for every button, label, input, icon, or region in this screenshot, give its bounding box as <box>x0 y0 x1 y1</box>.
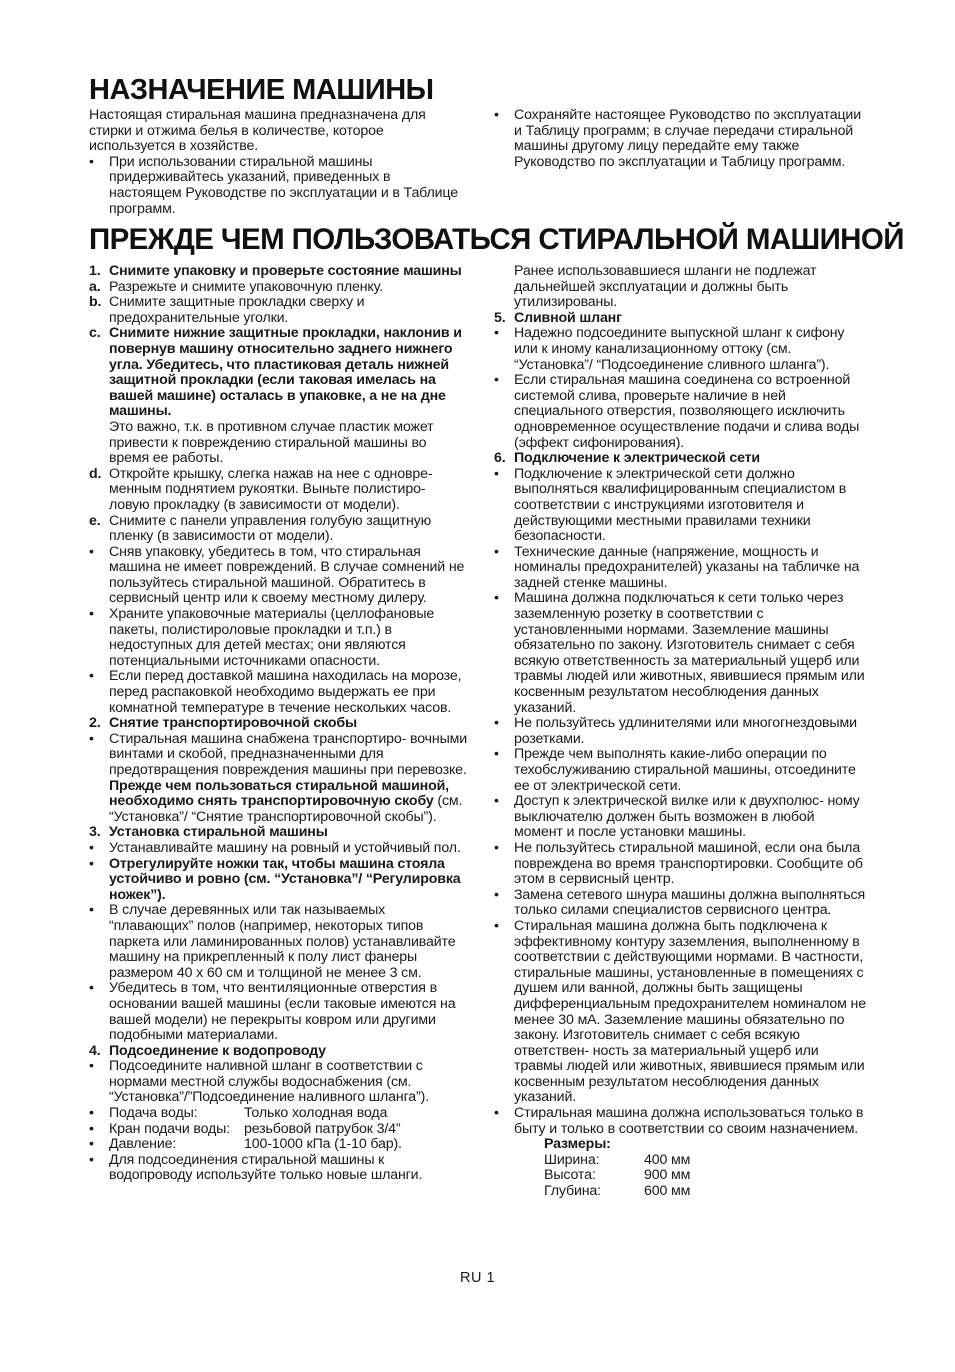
bullet: • <box>494 590 499 607</box>
purpose-right-column <box>494 108 869 170</box>
bullet: • <box>494 543 499 560</box>
list-item: e. Снимите с панели управления голубую защитную пленку (в зависимости от модели). <box>89 512 432 545</box>
list-item: • В случае деревянных или так называемых “плавающих” полов (например, некоторых типов паркета или ламинированных полов) устанавливайте машину на прикрепленный к полу лист фанеры размером 40 x 60 см и толщиной не менее 3 см. <box>89 902 456 981</box>
step-heading: 6. Подключение к электрической сети <box>494 450 761 467</box>
list-item: • Подключение к электрической сети должно выполняться квалифицированным специалистом в соответствии с инструкциями изготовителя и действующими местными правилами техники безопасности. <box>494 465 847 545</box>
list-item: c. Снимите нижние защитные прокладки, наклонив и повернув машину относительно заднего нижнего угла. Убедитесь, что пластиковая деталь нижней защитной прокладки (если таковая имелась на вашей машине) осталась в упаковке, а не на дне машины. Это важно, т.к. в противном случае пластик может привести к повреждению стиральной машины во время ее работы. <box>89 325 462 467</box>
spec-row: • Подача воды: Только холодная вода <box>89 1105 388 1122</box>
list-item: • Убедитесь в том, что вентиляционные отверстия в основании вашей машины (если таковые имеются на вашей модели) не перекрыты ковром или другими подобными материалами. <box>89 980 456 1044</box>
step-heading: 2. Снятие транспортировочной скобы <box>89 715 357 732</box>
before-use-left-column <box>89 264 469 1184</box>
step-heading: 5. Сливной шланг <box>494 309 622 326</box>
list-item: • Подсоедините наливной шланг в соответствии с нормами местной службы водоснабжения (см. “Установка”/”Подсоединение наливного шланга”). <box>89 1058 429 1106</box>
section-title-purpose: НАЗНАЧЕНИЕ МАШИНЫ <box>89 74 434 106</box>
bullet: • <box>494 372 499 389</box>
step-heading: 4. Подсоединение к водопроводу <box>89 1042 326 1059</box>
dimensions-block <box>494 1137 866 1199</box>
list-item: • Если стиральная машина соединена со встроенной системой слива, проверьте наличие в ней специального отверстия, позволяющего исключить одновременное осуществление подачи и слива воды (эффект сифонирования). <box>494 372 860 451</box>
page-number: RU 1 <box>460 1270 496 1286</box>
bullet: • <box>89 668 94 685</box>
bullet: • <box>89 980 94 997</box>
bullet: • <box>494 839 499 856</box>
dimension-row: Глубина: 600 мм <box>544 1183 691 1200</box>
purpose-left-column <box>89 108 464 217</box>
list-item: • Стиральная машина должна быть подключена к эффективному контуру заземления, выполненному в соответствии с действующими нормами. В частности, стиральные машины, установленные в помещениях с душем или ванной, должны быть защищены дифференциальным предохранителем номиналом не менее 30 мА. Заземление машины обязательно по закону. Изготовитель снимает с себя всякую ответствен- ность за материальный ущерб или травмы людей или животных, явившиеся прямым или косвенным результатом несоблюдения данных указаний. <box>494 917 866 1106</box>
step-heading: 3. Установка стиральной машины <box>89 824 328 841</box>
bullet: • <box>89 543 94 560</box>
list-item: • Устанавливайте машину на ровный и устойчивый пол. <box>89 839 461 856</box>
list-item: • Не пользуйтесь стиральной машиной, если она была повреждена во время транспортировки. Сообщите об этом в сервисный центр. <box>494 839 863 888</box>
step-heading: 1. Снимите упаковку и проверьте состояние машины <box>89 263 462 279</box>
spec-row: • Кран подачи воды: резьбовой патрубок 3/4” <box>89 1120 401 1137</box>
list-item: • Стиральная машина должна использоваться только в быту и только в соответствии со своим назначением. <box>494 1105 864 1137</box>
bullet: • <box>89 902 94 919</box>
bullet: • <box>89 1058 94 1075</box>
list-item: • Технические данные (напряжение, мощность и номиналы предохранителей) указаны на табличке на задней стенке машины. <box>494 543 860 591</box>
bullet: • <box>89 153 94 170</box>
list-item: • Не пользуйтесь удлинителями или многогнездовыми розетками. <box>494 715 857 747</box>
list-item: • Сохраняйте настоящее Руководство по эксплуатации и Таблицу программ; в случае передачи стиральной машины другому лицу передайте ему также Руководство по эксплуатации и Таблицу программ. <box>494 107 861 170</box>
bullet: • <box>494 917 499 934</box>
bullet: • <box>494 107 499 123</box>
list-item: • Храните упаковочные материалы (целлофановые пакеты, полистироловые прокладки и т.п.) в недоступных для детей местах; они являются потенциальными источниками опасности. <box>89 606 435 669</box>
bullet: • <box>494 715 499 732</box>
bullet: • <box>89 855 94 872</box>
bullet: • <box>89 730 94 747</box>
list-item: • Если перед доставкой машина находилась на морозе, перед распаковкой необходимо выдержать ее при комнатной температуре в течение нескольких часов. <box>89 668 462 716</box>
bullet: • <box>494 793 499 810</box>
list-item: • Прежде чем выполнять какие-либо операции по техобслуживанию стиральной машины, отсоедините ее от электрической сети. <box>494 746 856 794</box>
list-item: • Замена сетевого шнура машины должна выполняться только силами специалистов сервисного центра. <box>494 886 865 919</box>
dimension-row: Ширина: 400 мм <box>544 1151 691 1168</box>
list-item: • Для подсоединения стиральной машины к водопроводу используйте только новые шланги. <box>89 1151 423 1184</box>
bullet: • <box>89 1136 94 1153</box>
list-item: b. Снимите защитные прокладки сверху и предохранительные уголки. <box>89 294 365 326</box>
bullet: • <box>494 886 499 903</box>
section-title-before-use: ПРЕЖДЕ ЧЕМ ПОЛЬЗОВАТЬСЯ СТИРАЛЬНОЙ МАШИНОЙ <box>89 223 904 256</box>
before-use-right-column <box>494 264 866 1200</box>
bullet: • <box>89 606 94 623</box>
list-item: • Надежно подсоедините выпускной шланг к сифону или к иному канализационному оттоку (см. “Установка”/ “Подсоединение сливного шланга”). <box>494 325 845 373</box>
list-item: d. Откройте крышку, слегка нажав на нее с одновре- менным поднятием рукоятки. Выньте полистиро- ловую прокладку (в зависимости от модели). <box>89 465 433 513</box>
list-item: • Доступ к электрической вилке или к двухполюс- ному выключателю должен быть возможен в любой момент и после установки машины. <box>494 793 860 841</box>
list-item: • При использовании стиральной машины придерживайтесь указаний, приведенных в настоящем Руководстве по эксплуатации и в Таблице программ. <box>89 153 458 217</box>
bullet: • <box>494 325 499 342</box>
bullet: • <box>494 1105 499 1122</box>
dimensions-title: Размеры: <box>544 1136 611 1153</box>
list-item: a. Разрежьте и снимите упаковочную пленку. <box>89 278 383 295</box>
bullet: • <box>89 1105 94 1122</box>
list-item: • Стиральная машина снабжена транспортиро- вочными винтами и скобой, предназначенными для предотвращения повреждения машины при перевозке. Прежде чем пользоваться стиральной машиной, необходимо снять транспортировочную скобу (см. “Установка”/ “Снятие транспортировочной скобы”). <box>89 730 468 825</box>
bullet: • <box>494 746 499 763</box>
spec-row: • Давление: 100-1000 кПа (1-10 бар). <box>89 1136 402 1153</box>
dimension-row: Высота: 900 мм <box>544 1167 691 1184</box>
bullet: • <box>89 839 94 856</box>
list-item: • Отрегулируйте ножки так, чтобы машина стояла устойчиво и ровно (см. “Установка”/ “Регулировка ножек”). <box>89 855 461 903</box>
bullet: • <box>89 1151 94 1168</box>
list-item: • Сняв упаковку, убедитесь в том, что стиральная машина не имеет повреждений. В случае сомнений не пользуйтесь стиральной машиной. Обратитесь в сервисный центр или к своему местному дилеру. <box>89 543 465 607</box>
bullet: • <box>494 465 499 482</box>
purpose-intro: Настоящая стиральная машина предназначена для стирки и отжима белья в количестве, которое используется в хозяйстве. <box>89 107 426 155</box>
list-item-continued: Ранее использовавшиеся шланги не подлежат дальнейшей эксплуатации и должны быть утилизированы. <box>514 263 817 311</box>
list-item: • Машина должна подключаться к сети только через заземленную розетку в соответствии с установленными нормами. Заземление машины обязательно по закону. Изготовитель снимает с себя всякую ответственность за материальный ущерб или травмы людей или животных, явившиеся прямым или косвенным результатом несоблюдения данных указаний. <box>494 590 865 716</box>
bullet: • <box>89 1120 94 1137</box>
